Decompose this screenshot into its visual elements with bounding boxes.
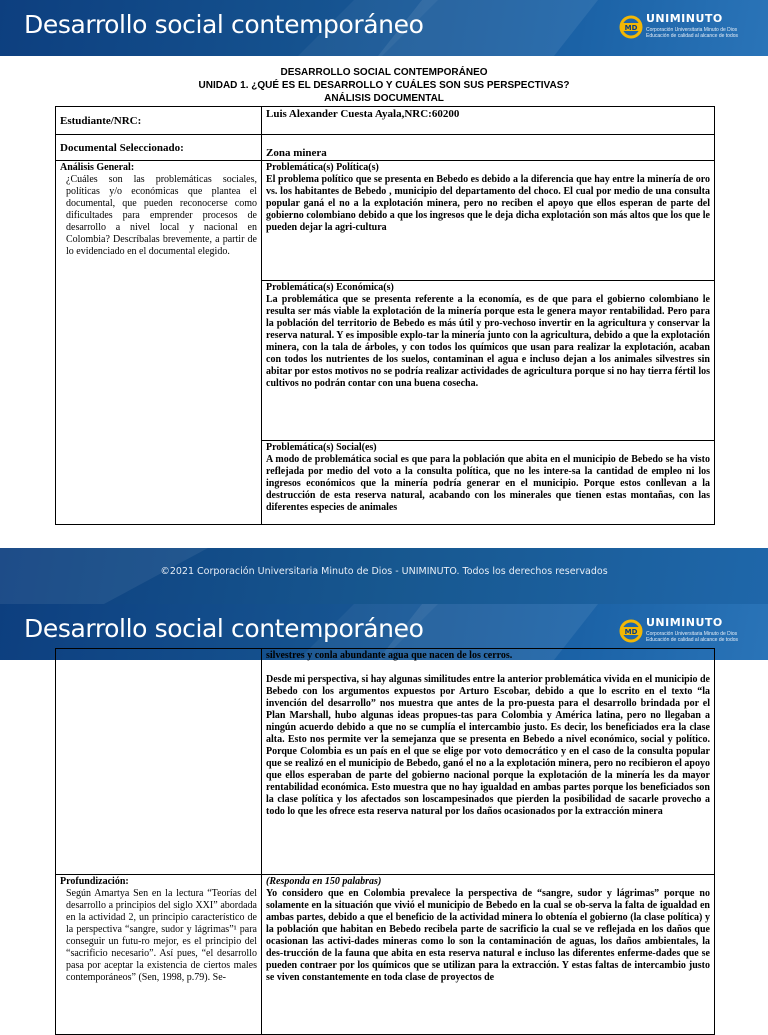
heading-unit: UNIDAD 1. ¿QUÉ ES EL DESARROLLO Y CUÁLES SON SUS PERSPECTIVAS?: [198, 80, 570, 91]
logo-tagline: Educación de calidad al alcance de todos: [646, 33, 739, 39]
logo-tagline-second: Educación de calidad al alcance de todos: [646, 637, 739, 643]
economic-text: La problemática que se presenta referente a la economía, es de que para el gobierno colombiano le resulta ser más viable la explotación de la minería porque esta le genera mayor rentabilidad. Pero para la población del territorio de Bebedo es más útil y pro-vechoso invertir en la agricultura y conservar la reserva natural. Y es imposible explo-tar la minería junto con la agricultura, debido a que la explotación minera, con la tala de árboles, y con todos los químicos que usan para realizar la explotación, acaban con todos los nutrientes de los suelos, contaminan el agua e incluso dejan a los animales silvestres sin abitar por estos motivos no se podría realizar actividades de agricultura porque si no hay tierra fértil los cultivos no podrán contar con una buena cosecha.: [266, 294, 710, 389]
slide-title-second: Desarrollo social contemporáneo: [24, 614, 424, 643]
social-text: A modo de problemática social es que para la población que abita en el municipio de Bebedo se ha visto reflejada por medio del voto a la consulta política, que no les intere-sa la cantidad de empleo ni los ingresos económicos que la minería podría generar en el municipio. Porque estos conllevan a la destrucción de esta reserva natural, acabando con los minerales que tienen estas montañas, con las diferentes especies de animales: [266, 454, 710, 513]
logo-subtitle-second: Corporación Universitaria Minuto de Dios: [646, 631, 738, 637]
political-cell: [262, 161, 715, 281]
economic-cell: [262, 281, 715, 441]
profundizacion-cell: [56, 875, 262, 1035]
uniminuto-logo: [618, 10, 738, 46]
social-continuation-text: silvestres y conla abundante agua que nacen de los cerros.: [266, 650, 513, 661]
general-analysis-label: Análisis General:: [60, 162, 135, 173]
logo-name-second: UNIMINUTO: [646, 616, 723, 629]
answer-text: Yo considero que en Colombia prevalece la perspectiva de “sangre, sudor y lágrimas” porque no solamente en la situación que vivió el municipio de Bebedo en la cual se ob-serva la falta de igualdad en ambas partes, debido a que el beneficio de la actividad minera lo obtenía el gobierno (la clase política) y la población que habitan en Bebedo recibela parte de sacrificio la cual se ve reflejada en los daños que ocasionan las activi-dades mineras como lo son la contaminación de aguas, los daños ambientales, la des-trucción de la fauna que abita en esta reserva natural e incluso las diferentes enferme-dades que se pueden contraer por los químicos que se utilizan para la extracción. Y estas faltas de intercambio justo se viven constantemente en toda clase de proyectos de: [266, 888, 710, 983]
document-heading: [0, 66, 768, 105]
svg-text:MD: MD: [624, 24, 638, 32]
copyright-text: ©2021 Corporación Universitaria Minuto de Dios - UNIMINUTO. Todos los derechos reservados: [160, 566, 608, 577]
social-title: Problemática(s) Social(es): [266, 442, 377, 453]
student-value: Luis Alexander Cuesta Ayala,NRC:60200: [262, 107, 715, 135]
economic-title: Problemática(s) Económica(s): [266, 282, 394, 293]
profundizacion-label: Profundización:: [60, 876, 129, 887]
general-analysis-question: ¿Cuáles son las problemáticas sociales, políticas y/o económicas que plantea el documental, que pueden reconocerse como dificultades para emprender procesos de desarrollo a nivel local y nacional en Colombia? Descríbalas brevemente, a partir de lo evidenciado en el documental elegido.: [66, 174, 257, 257]
profundizacion-text: Según Amartya Sen en la lectura “Teorías del desarrollo a principios del siglo XXI” abordada en la actividad 2, un principio característico de la perspectiva “sangre, sudor y lágrimas”¹ para conseguir un futu-ro mejor, es el principio del “sacrificio necesario”. Así pues, “el desarrollo pasa por aceptar la existencia de ciertos males contemporáneos” (Sen, 1998, p.79). Se-: [66, 888, 257, 983]
perspective-text: Desde mi perspectiva, si hay algunas similitudes entre la anterior problemática vivida en el municipio de Bebedo con los argumentos expuestos por Arturo Escobar, debido a que lo escrito en el texto “la invención del desarrollo” nos muestra que antes de la pro-puesta para el desarrollo brindada por el Plan Marshall, hubo algunas ideas propues-tas para Colombia y América latina, pero no llegaban a ningún acuerdo debido a que no se cumplía el intercambio justo. Es decir, los beneficiados era la clase alta. Esto nos permite ver la semejanza que se presenta en Bebedo a nivel económico, social y político. Porque Colombia es un país en el que se elige por voto democrático y en el caso de la consulta popular que se realizó en el municipio de Bebedo, ganó el no a la explotación minera, pero no recibieron el apoyo que ellos esperaban de parte del gobierno nacional porque la explotación de la minería les da mayor rentabilidad económica. Esto muestra que no hay igualdad en ambas partes porque los beneficiados son la clase política y los afectados son loscampesinados que pierden la posibilidad de sacarle provecho a todo lo que les ofrece esta reserva natural por los daños ocasionados por la extracción minera: [266, 674, 710, 817]
logo-name: UNIMINUTO: [646, 12, 723, 25]
documental-value: Zona minera: [262, 135, 715, 161]
general-analysis-cell: [56, 161, 262, 525]
blank-left-cell: [56, 649, 262, 875]
analysis-table-2: [55, 648, 715, 1035]
svg-text:MD: MD: [624, 628, 638, 636]
political-title: Problemática(s) Política(s): [266, 162, 379, 173]
heading-activity: ANÁLISIS DOCUMENTAL: [324, 93, 444, 104]
responda-instruction: (Responda en 150 palabras): [266, 876, 382, 887]
heading-course: DESARROLLO SOCIAL CONTEMPORÁNEO: [280, 67, 488, 78]
slide-footer: [0, 548, 768, 604]
student-label: Estudiante/NRC:: [56, 107, 262, 135]
logo-subtitle: Corporación Universitaria Minuto de Dios: [646, 27, 738, 33]
political-text: El problema político que se presenta en Bebedo es debido a la diferencia que hay entre la minería de oro vs. los habitantes de Bebedo , municipio del departamento del choco. El cual por medio de una consulta popular ganá el no a la explotación minera, pero no reciben el apoyo que ellos esperan de parte del gobierno colombiano debido a que los ingresos que le deja dicha explotación son más altos que los que le pueden dejar la agri-cultura: [266, 174, 710, 233]
social-cell: [262, 441, 715, 525]
uniminuto-logo-second: [618, 614, 738, 650]
uniminuto-logo-icon: [618, 616, 644, 646]
continuation-cell: [262, 649, 715, 875]
uniminuto-logo-icon: [618, 12, 644, 42]
slide-header-top: [0, 0, 768, 56]
slide-title: Desarrollo social contemporáneo: [24, 10, 424, 39]
analysis-table-1: [55, 106, 715, 525]
answer-cell: [262, 875, 715, 1035]
documental-label: Documental Seleccionado:: [56, 135, 262, 161]
